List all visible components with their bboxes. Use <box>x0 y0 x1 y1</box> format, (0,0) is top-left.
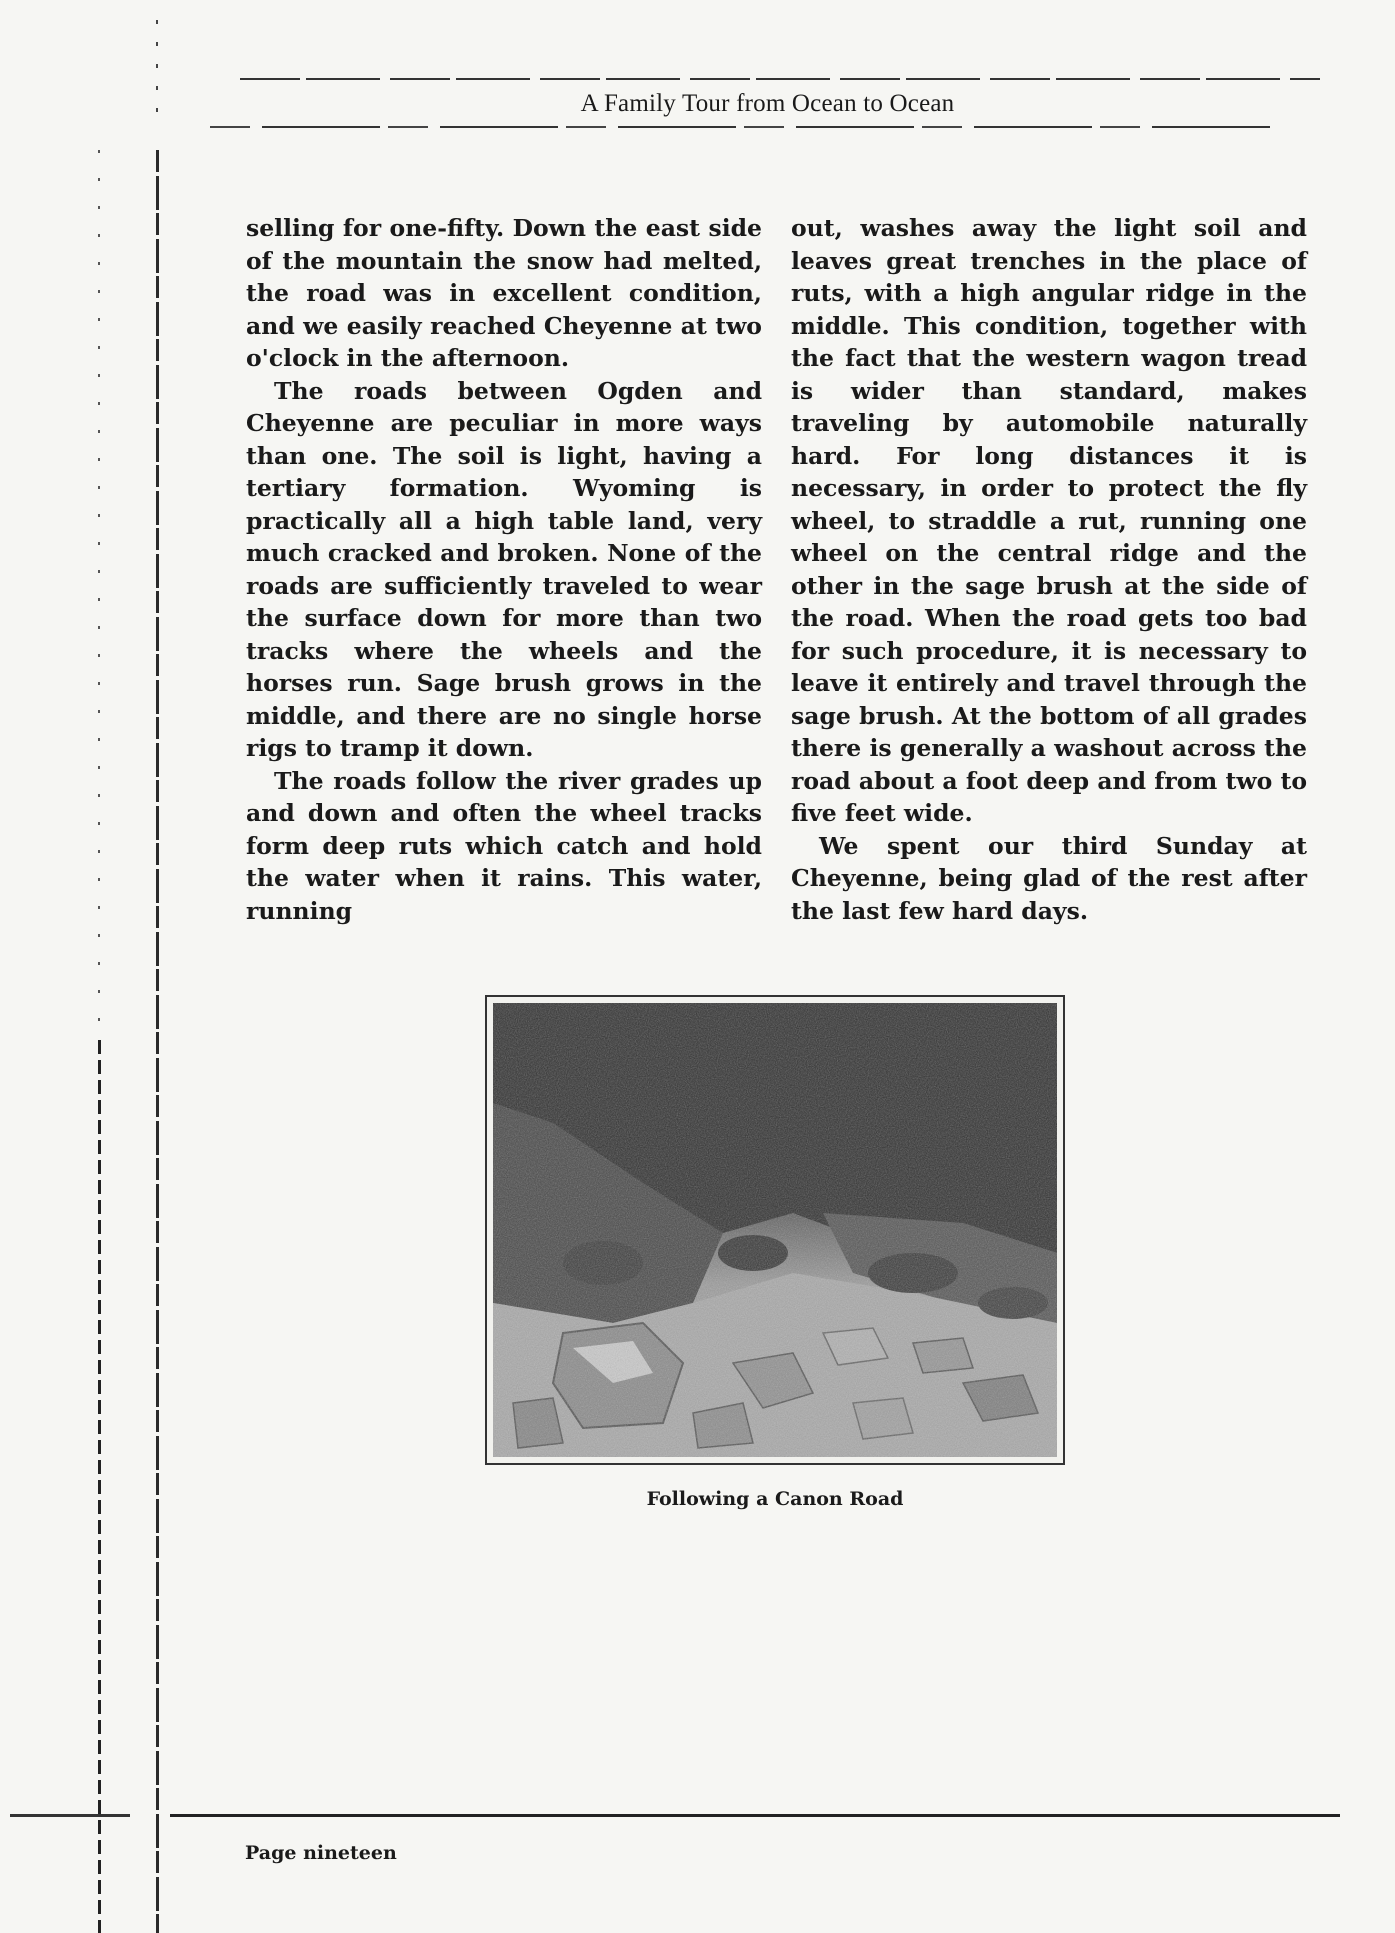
scan-edge-line <box>98 150 100 1030</box>
running-header: A Family Tour from Ocean to Ocean <box>580 90 955 117</box>
page-number: Page nineteen <box>245 1842 397 1864</box>
header-rule <box>240 78 1320 80</box>
paragraph: The roads follow the river grades up and down and often the wheel tracks form deep ruts which catch and hold the water when it rains. This water, running <box>246 766 762 925</box>
text-column-left <box>246 212 762 927</box>
scan-edge-line <box>156 150 159 1933</box>
scan-edge-line <box>98 1040 101 1933</box>
header-rule <box>210 126 1270 128</box>
text-column-right <box>791 212 1307 927</box>
paragraph: selling for one-fifty. Down the east side of the mountain the snow had melted, the road was in excellent condition, and we easily reached Cheyenne at two o'clock in the afternoon. <box>246 214 762 372</box>
paragraph: The roads between Ogden and Cheyenne are peculiar in more ways than one. The soil is light, having a tertiary formation. Wyoming is practically all a high table land, very much cracked and broken. None of the roads are sufficiently traveled to wear the surface down for more than two tracks where the wheels and the horses run. Sage brush grows in the middle, and there are no single horse rigs to tramp it down. <box>246 376 762 762</box>
paragraph: out, washes away the light soil and leaves great trenches in the place of ruts, with a high angular ridge in the middle. This condition, together with the fact that the western wagon tread is wider than standard, makes traveling by automobile naturally hard. For long distances it is necessary, in order to protect the fly wheel, to straddle a rut, running one wheel on the central ridge and the other in the sage brush at the side of the road. When the road gets too bad for such procedure, it is necessary to leave it entirely and travel through the sage brush. At the bottom of all grades there is generally a washout across the road about a foot deep and from two to five feet wide. <box>791 214 1307 827</box>
canyon-road-photograph <box>485 995 1065 1465</box>
paragraph: We spent our third Sunday at Cheyenne, being glad of the rest after the last few hard days. <box>791 831 1307 925</box>
photo-caption: Following a Canon Road <box>646 1488 904 1510</box>
photo-image <box>493 1003 1057 1457</box>
footer-rule <box>0 1814 1360 1817</box>
